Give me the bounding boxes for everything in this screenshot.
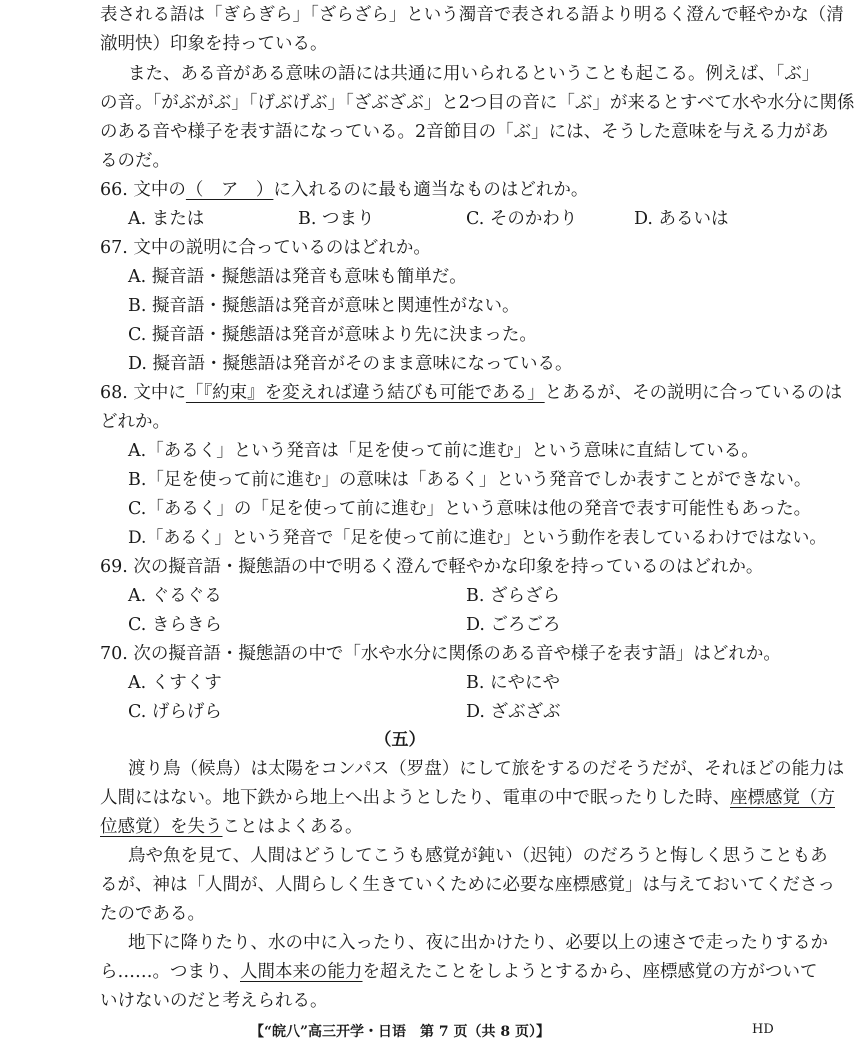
option-67-a[interactable]: A. 擬音語・擬態語は発音も意味も簡単だ。 <box>128 267 467 287</box>
passage-line: のある音や様子を表す語になっている。2音節目の「ぶ」には、そうした意味を与える力があ <box>100 122 829 142</box>
page-footer: 【“皖八”高三开学・日语 第 7 页（共 8 页）】 <box>249 1024 551 1040</box>
option-66-a[interactable]: A. または <box>128 209 205 229</box>
passage-line: 澈明快）印象を持っている。 <box>100 34 328 54</box>
option-70-c[interactable]: C. げらげら <box>128 702 222 722</box>
question-68-number-text: 68. 文中に <box>100 383 186 403</box>
passage-line: 鳥や魚を見て、人間はどうしてこうも感覚が鈍い（迟钝）のだろうと悔しく思うこともあ <box>128 846 828 866</box>
passage-line: 渡り鳥（候鳥）は太陽をコンパス（罗盘）にして旅をするのだそうだが、それほどの能力は <box>128 759 845 779</box>
question-66-number-text: 66. 文中の <box>100 180 186 200</box>
option-66-b[interactable]: B. つまり <box>298 209 375 229</box>
passage-line: の音。「がぶがぶ」「げぶげぶ」「ざぶざぶ」と2つ目の音に「ぶ」が来るとすべて水や水分に関係 <box>100 93 855 113</box>
blank-a: （ ア ） <box>185 180 274 200</box>
passage-line: るが、神は「人間が、人間らしく生きていくために必要な座標感覚」は与えておいてくださっ <box>100 875 835 895</box>
question-69-stem: 69. 次の擬音語・擬態語の中で明るく澄んで軽やかな印象を持っているのはどれか。 <box>100 557 764 577</box>
option-69-a[interactable]: A. ぐるぐる <box>128 586 222 606</box>
option-67-c[interactable]: C. 擬音語・擬態語は発音が意味より先に決まった。 <box>128 325 537 345</box>
option-69-c[interactable]: C. きらきら <box>128 615 222 635</box>
option-70-b[interactable]: B. にやにや <box>466 673 560 693</box>
quoted-phrase: 「『約束』を変えれば違う結びも可能である」 <box>185 383 545 403</box>
option-68-b[interactable]: B.「足を使って前に進む」の意味は「あるく」という発音でしか表すことができない。 <box>128 470 812 490</box>
option-68-c[interactable]: C.「あるく」の「足を使って前に進む」という意味は他の発音で表す可能性もあった。 <box>128 499 812 519</box>
passage-line <box>100 959 818 985</box>
section-heading: （五） <box>374 730 426 750</box>
option-69-b[interactable]: B. ざらざら <box>466 586 560 606</box>
question-68-stem <box>100 380 843 406</box>
passage-line: るのだ。 <box>100 151 170 171</box>
passage-line <box>100 814 780 840</box>
option-68-a[interactable]: A.「あるく」という発音は「足を使って前に進む」という意味に直結している。 <box>128 441 759 461</box>
passage-line: 地下に降りたり、水の中に入ったり、夜に出かけたり、必要以上の速さで走ったりするか <box>128 933 828 953</box>
question-67-stem: 67. 文中の説明に合っているのはどれか。 <box>100 238 431 258</box>
footer-code: HD <box>752 1022 774 1037</box>
passage-text: ことはよくある。 <box>222 817 363 837</box>
passage-text: を超えたことをしようとするから、座標感覚の方がついて <box>362 962 818 982</box>
option-69-d[interactable]: D. ごろごろ <box>466 615 561 635</box>
underlined-phrase: 位感覚）を失う <box>100 817 223 837</box>
question-68-text: とあるが、その説明に合っているのは <box>544 383 843 403</box>
question-66-text: に入れるのに最も適当なものはどれか。 <box>273 180 589 200</box>
passage-line: たのである。 <box>100 904 205 924</box>
option-70-a[interactable]: A. くすくす <box>128 673 222 693</box>
passage-line: また、ある音がある意味の語には共通に用いられるということも起こる。例えば、「ぶ」 <box>128 64 820 84</box>
passage-text: 人間にはない。地下鉄から地上へ出ようとしたり、電車の中で眠ったりした時、 <box>100 788 730 808</box>
passage-line <box>100 785 835 811</box>
option-66-c[interactable]: C. そのかわり <box>466 209 578 229</box>
option-67-d[interactable]: D. 擬音語・擬態語は発音がそのまま意味になっている。 <box>128 354 573 374</box>
option-66-d[interactable]: D. あるいは <box>634 209 729 229</box>
option-68-d[interactable]: D.「あるく」という発音で「足を使って前に進む」という動作を表しているわけではない。 <box>128 528 827 548</box>
underlined-phrase: 人間本来の能力 <box>240 962 363 982</box>
passage-text: ら……。つまり、 <box>100 962 240 982</box>
passage-line: いけないのだと考えられる。 <box>100 991 328 1011</box>
option-67-b[interactable]: B. 擬音語・擬態語は発音が意味と関連性がない。 <box>128 296 520 316</box>
option-70-d[interactable]: D. ざぶざぶ <box>466 702 561 722</box>
question-70-stem: 70. 次の擬音語・擬態語の中で「水や水分に関係のある音や様子を表す語」はどれか。 <box>100 644 781 664</box>
passage-line: 表される語は「ぎらぎら」「ざらざら」という濁音で表される語より明るく澄んで軽やかな（清 <box>100 5 844 25</box>
question-68-stem-line2: どれか。 <box>100 412 170 432</box>
question-66-stem <box>100 177 780 203</box>
underlined-phrase: 座標感覚（方 <box>730 788 835 808</box>
